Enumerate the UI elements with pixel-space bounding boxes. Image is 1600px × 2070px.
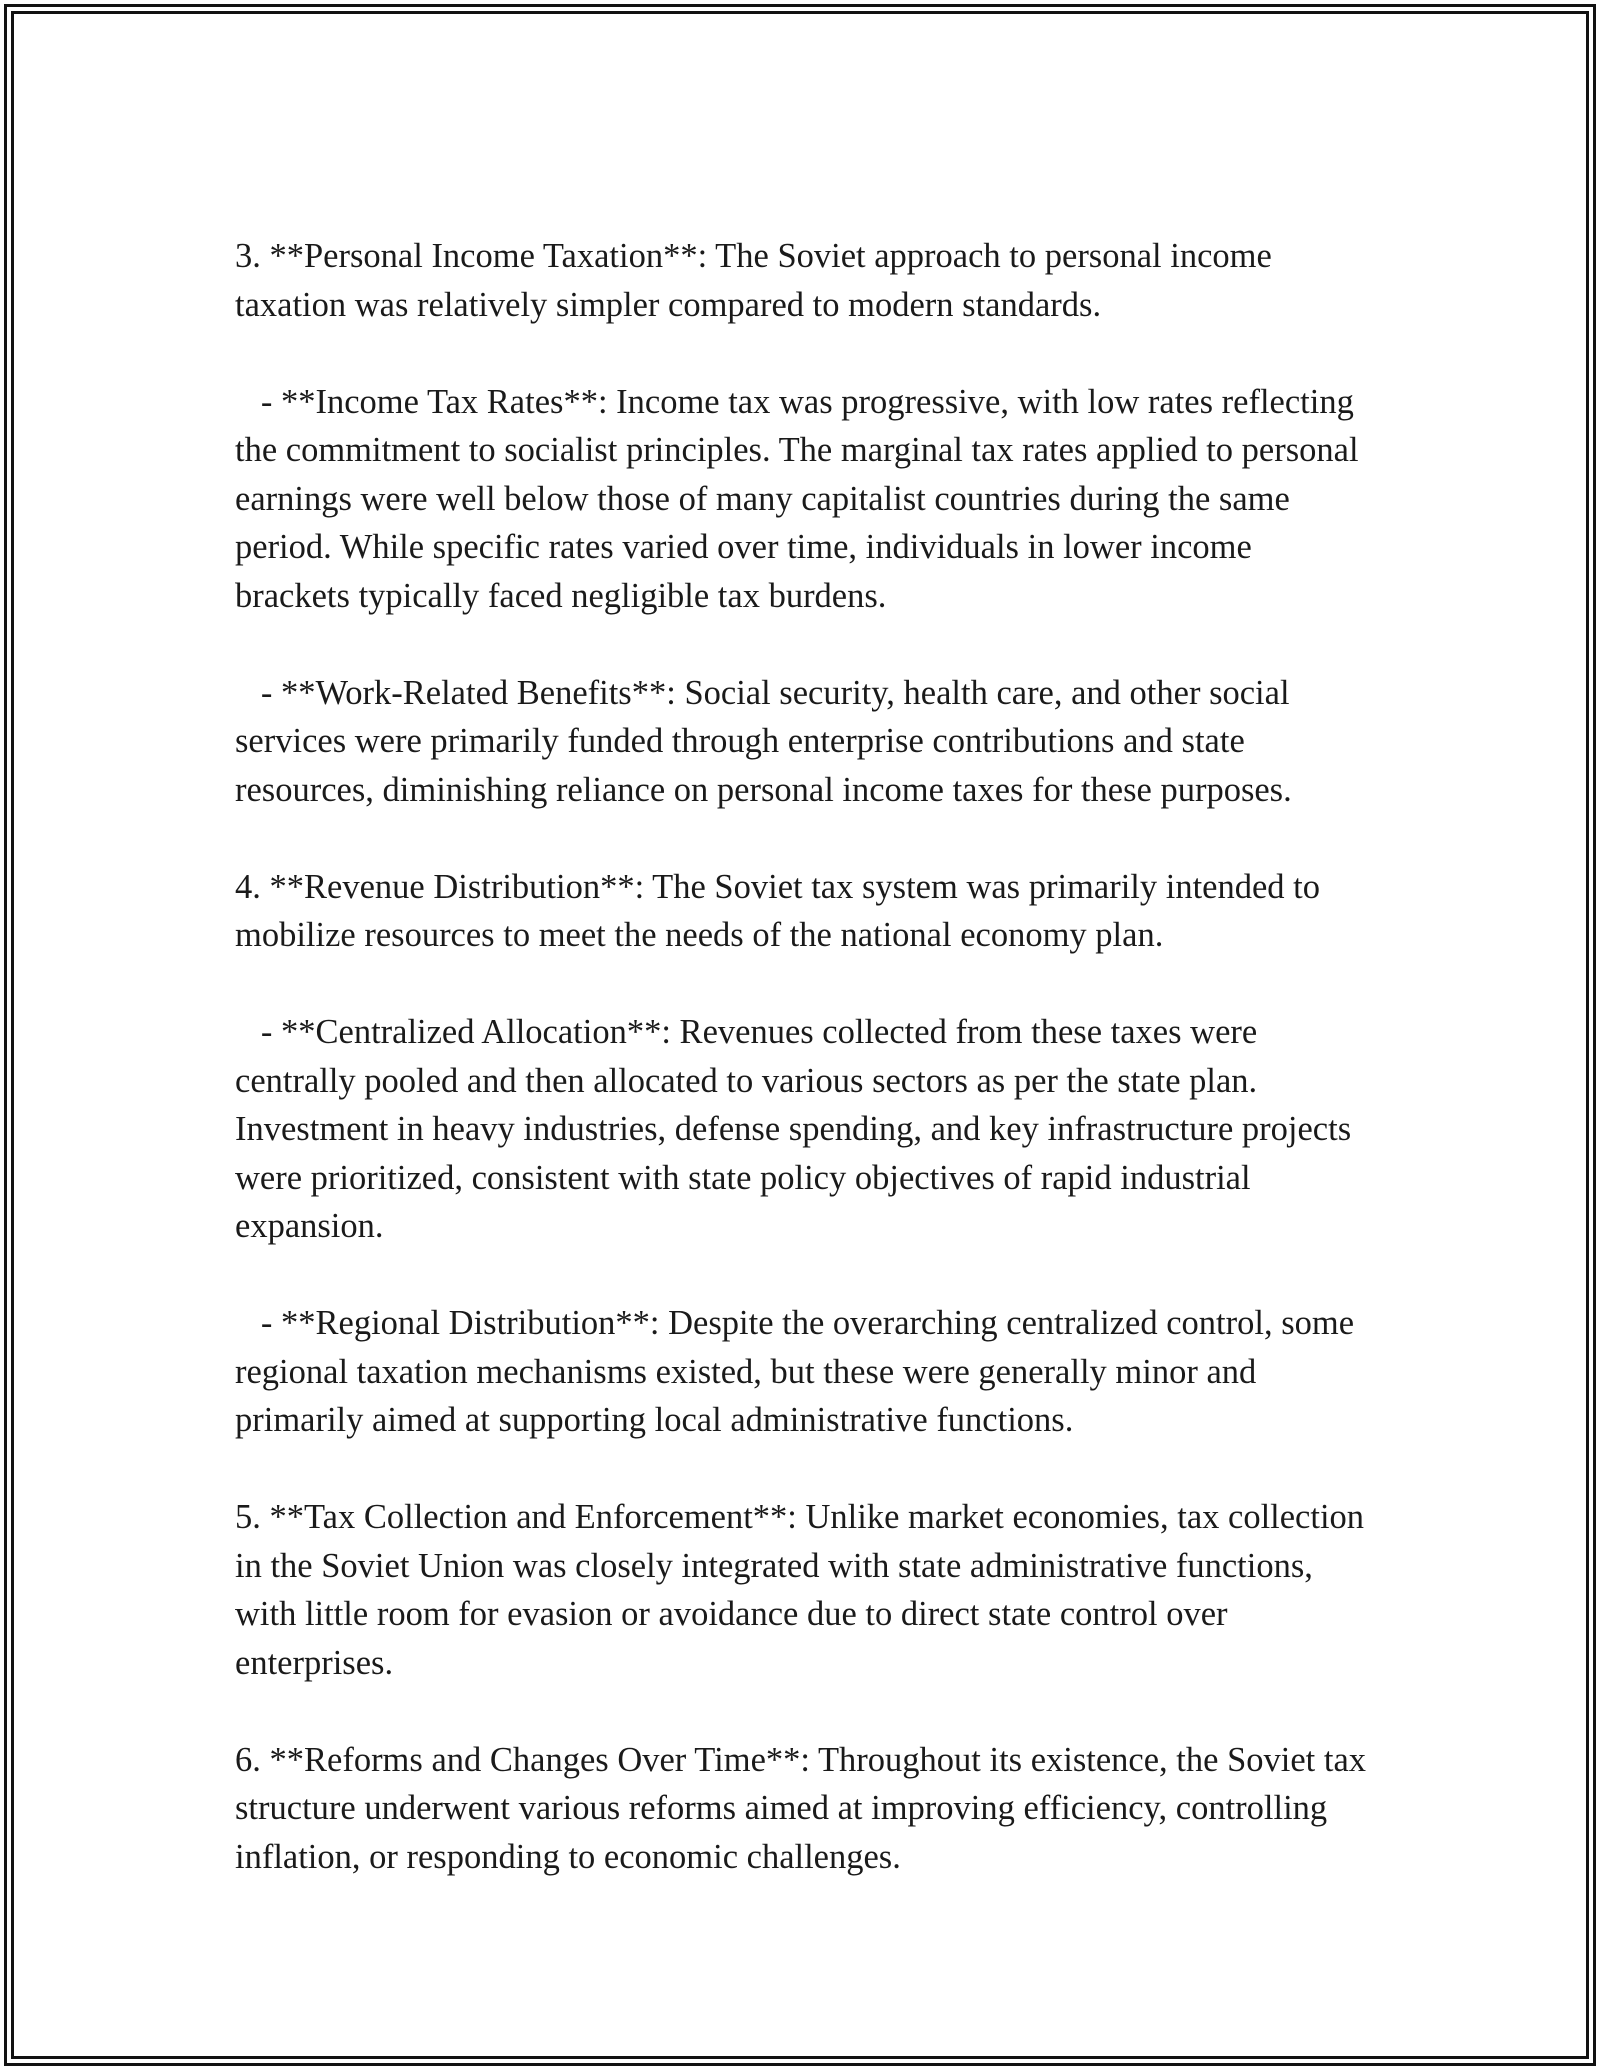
- paragraph-income-tax-rates: - **Income Tax Rates**: Income tax was progressive, with low rates reflecting the commitment to socialist principles. The marginal tax rates applied to personal earnings were well below those of many capitalist countries during the same period. While specific rates varied over time, individuals in lower income brackets typically faced negligible tax burdens.: [235, 382, 1368, 615]
- paragraph-reforms-changes: 6. **Reforms and Changes Over Time**: Throughout its existence, the Soviet tax structure underwent various reforms aimed at improving efficiency, controlling inflation, or responding to economic challenges.: [235, 1740, 1375, 1876]
- paragraph-regional-distribution: - **Regional Distribution**: Despite the overarching centralized control, some regional taxation mechanisms existed, but these were generally minor and primarily aimed at supporting local administrative functions.: [235, 1304, 1363, 1439]
- paragraph-revenue-distribution: 4. **Revenue Distribution**: The Soviet tax system was primarily intended to mobilize resources to meet the needs of the national economy plan.: [235, 867, 1329, 954]
- paragraph-tax-collection-enforcement: 5. **Tax Collection and Enforcement**: Unlike market economies, tax collection in the Soviet Union was closely integrated with state administrative functions, with little room for evasion or avoidance due to direct state control over enterprises.: [235, 1498, 1373, 1682]
- document-body: [235, 232, 1375, 1881]
- paragraph-centralized-allocation: - **Centralized Allocation**: Revenues collected from these taxes were centrally pooled and then allocated to various sectors as per the state plan. Investment in heavy industries, defense spending, and key infrastructure projects were prioritized, consistent with state policy objectives of rapid industrial expansion.: [235, 1013, 1360, 1245]
- paragraph-personal-income-taxation: 3. **Personal Income Taxation**: The Soviet approach to personal income taxation was relatively simpler compared to modern standards.: [235, 237, 1281, 324]
- paragraph-work-related-benefits: - **Work-Related Benefits**: Social security, health care, and other social services were primarily funded through enterprise contributions and state resources, diminishing reliance on personal income taxes for these purposes.: [235, 673, 1299, 809]
